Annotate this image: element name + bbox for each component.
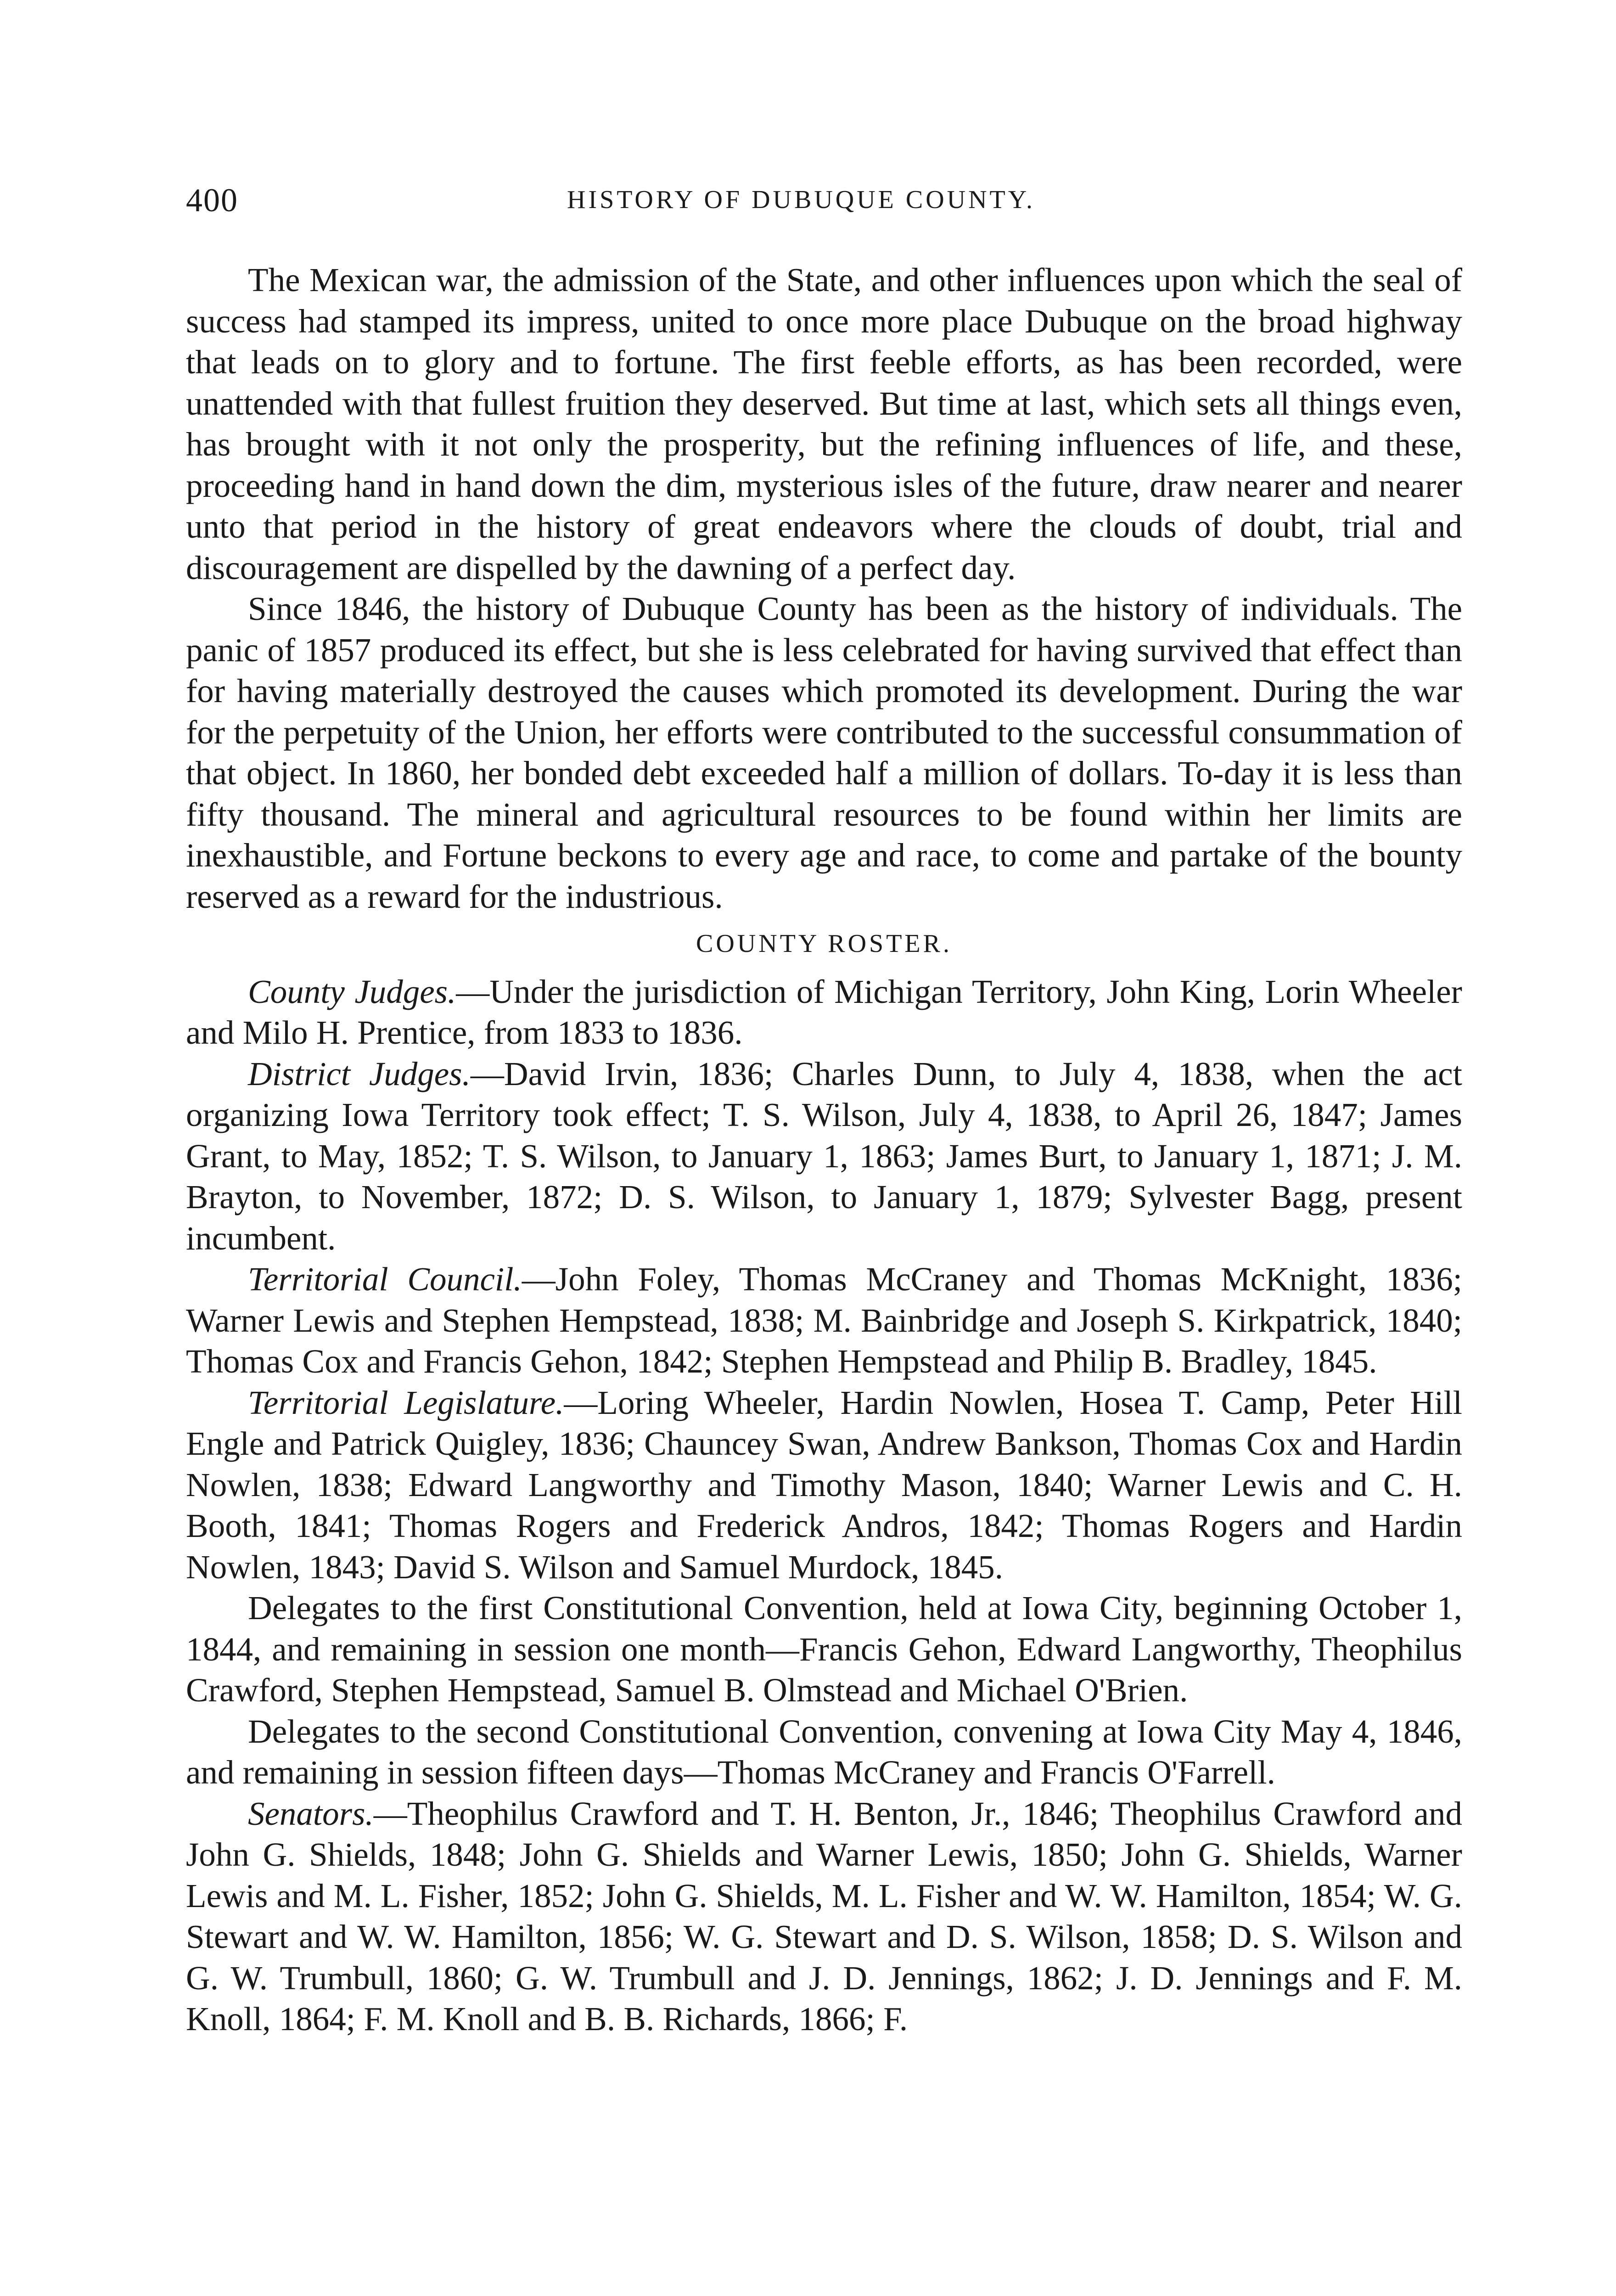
senators-label: Senators. <box>248 1795 374 1832</box>
second-convention-entry: Delegates to the second Constitutional Convention, convening at Iowa City May 4, 1846, and remaining in session fifteen days—Thomas McCraney and Francis O'Farrell. <box>186 1712 1462 1791</box>
first-convention-entry: Delegates to the first Constitutional Convention, held at Iowa City, beginning October 1, 1844, and remaining in session one month—Francis Gehon, Edward Langworthy, Theophilus Crawford, Stephen Hempstead, Samuel B. Olmstead and Michael O'Brien. <box>186 1589 1462 1709</box>
territorial-legislature-entry <box>186 1382 1462 1588</box>
territorial-legislature-text: —Loring Wheeler, Hardin Nowlen, Hosea T. Camp, Peter Hill Engle and Patrick Quigley, 1836; Chauncey Swan, Andrew Bankson, Thomas Cox and Hardin Nowlen, 1838; Edward Langworthy and Timothy Mason, 1840; Warner Lewis and C. H. Booth, 1841; Thomas Rogers and Frederick Andros, 1842; Thomas Rogers and Hardin Nowlen, 1843; David S. Wilson and Samuel Murdock, 1845. <box>186 1384 1462 1586</box>
territorial-council-text: —John Foley, Thomas McCraney and Thomas McKnight, 1836; Warner Lewis and Stephen Hempstead, 1838; M. Bainbridge and Joseph S. Kirkpatrick, 1840; Thomas Cox and Francis Gehon, 1842; Stephen Hempstead and Philip B. Bradley, 1845. <box>186 1261 1462 1380</box>
district-judges-label: District Judges. <box>248 1055 471 1092</box>
page-header <box>186 181 1462 232</box>
paragraph-mexican-war: The Mexican war, the admission of the State, and other influences upon which the seal of success had stamped its impress, united to once more place Dubuque on the broad highway that leads on to glory and to fortune. The first feeble efforts, as has been recorded, were unattended with that fullest fruition they deserved. But time at last, which sets all things even, has brought with it not only the prosperity, but the refining influences of life, and these, proceeding hand in hand down the dim, mysterious isles of the future, draw nearer and nearer unto that period in the history of great endeavors where the clouds of doubt, trial and discouragement are dispelled by the dawning of a perfect day. <box>186 261 1462 586</box>
territorial-legislature-label: Territorial Legislature. <box>248 1384 564 1421</box>
county-judges-text: —Under the jurisdiction of Michigan Territory, John King, Lorin Wheeler and Milo H. Prentice, from 1833 to 1836. <box>186 973 1462 1051</box>
running-title: HISTORY OF DUBUQUE COUNTY. <box>567 186 1035 214</box>
senators-entry <box>186 1793 1462 2040</box>
page-number: 400 <box>186 182 238 219</box>
county-judges-entry <box>186 971 1462 1053</box>
territorial-council-label: Territorial Council. <box>248 1261 522 1298</box>
county-roster-heading: COUNTY ROSTER. <box>696 929 952 958</box>
district-judges-entry <box>186 1053 1462 1259</box>
county-judges-label: County Judges. <box>248 973 456 1010</box>
territorial-council-entry <box>186 1259 1462 1382</box>
paragraph-since-1846: Since 1846, the history of Dubuque County has been as the history of individuals. The panic of 1857 produced its effect, but she is less celebrated for having survived that effect than for having materially destroyed the causes which promoted its development. During the war for the perpetuity of the Union, her efforts were contributed to the successful consummation of that object. In 1860, her bonded debt exceeded half a million of dollars. To-day it is less than fifty thousand. The mineral and agricultural resources to be found within her limits are inexhaustible, and Fortune beckons to every age and race, to come and partake of the bounty reserved as a reward for the industrious. <box>186 590 1462 915</box>
district-judges-text: —David Irvin, 1836; Charles Dunn, to July 4, 1838, when the act organizing Iowa Territory took effect; T. S. Wilson, July 4, 1838, to April 26, 1847; James Grant, to May, 1852; T. S. Wilson, to January 1, 1863; James Burt, to January 1, 1871; J. M. Brayton, to November, 1872; D. S. Wilson, to January 1, 1879; Sylvester Bagg, present incumbent. <box>186 1055 1462 1257</box>
page-body <box>186 259 1462 2040</box>
senators-text: —Theophilus Crawford and T. H. Benton, Jr., 1846; Theophilus Crawford and John G. Shields, 1848; John G. Shields and Warner Lewis, 1850; John G. Shields, Warner Lewis and M. L. Fisher, 1852; John G. Shields, M. L. Fisher and W. W. Hamilton, 1854; W. G. Stewart and W. W. Hamilton, 1856; W. G. Stewart and D. S. Wilson, 1858; D. S. Wilson and G. W. Trumbull, 1860; G. W. Trumbull and J. D. Jennings, 1862; J. D. Jennings and F. M. Knoll, 1864; F. M. Knoll and B. B. Richards, 1866; F. <box>186 1795 1462 2037</box>
